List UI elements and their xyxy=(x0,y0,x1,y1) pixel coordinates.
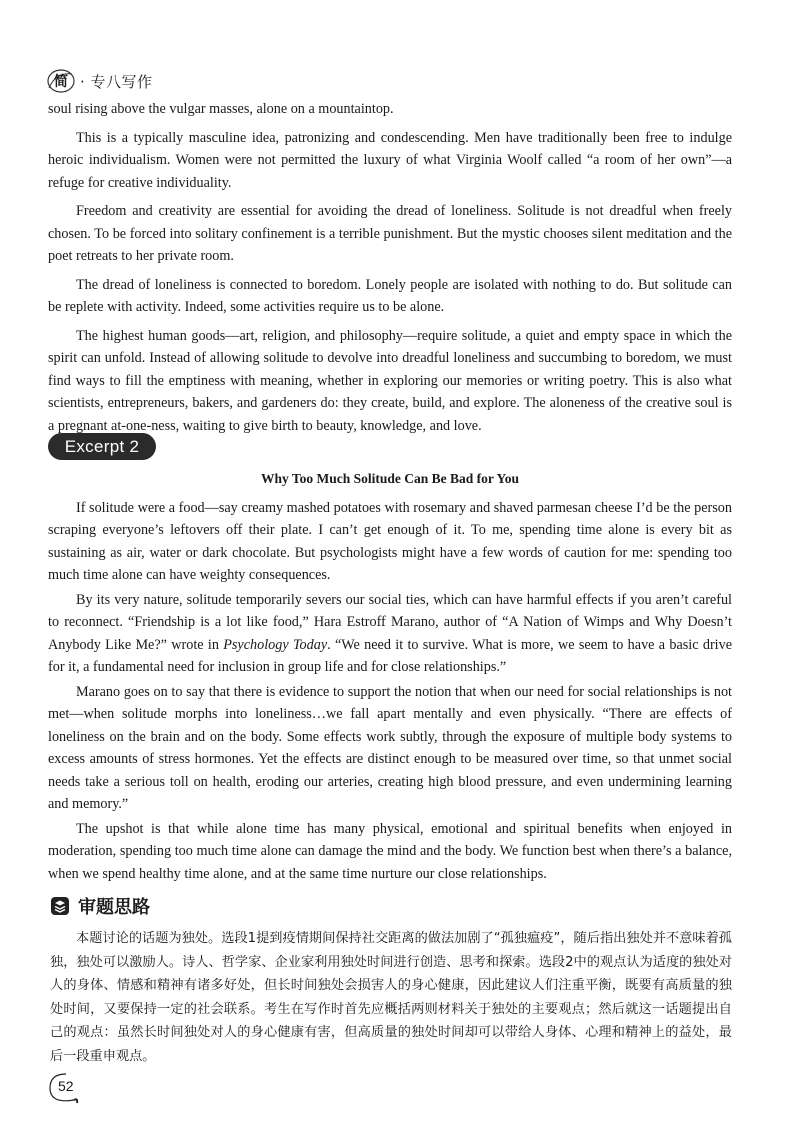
paragraph: soul rising above the vulgar masses, alone on a mountaintop. xyxy=(48,101,394,117)
paragraph: If solitude were a food—say creamy mashed potatoes with rosemary and shaved parmesan cheese I’d be the person scraping everyone’s leftovers off their plate. I can’t get enough of it. To me, spending time alone is every bit as sustaining as air, water or dark chocolate. But psychologists might have a few words of caution for me: spending too much time alone can have weighty consequences. xyxy=(48,499,732,583)
excerpt-2-badge: Excerpt 2 xyxy=(48,433,156,460)
paragraph: The dread of loneliness is connected to boredom. Lonely people are isolated with nothing to do. But solitude can be replete with activity. Indeed, some activities require us to be alone. xyxy=(48,276,732,315)
analysis-title: 审题思路 xyxy=(78,897,150,918)
page-number-badge xyxy=(44,1070,88,1106)
logo-char: 简 xyxy=(54,74,68,90)
magazine-title: Psychology Today xyxy=(223,636,328,653)
paragraph: The highest human goods—art, religion, and philosophy—require solitude, a quiet and empty space in which the spirit can unfold. Instead of allowing solitude to devolve into dreadful loneliness and succumbing to boredom, we must find ways to fill the emptiness with meaning, whether in exploring our memories or writing poetry. This is also what scientists, entrepreneurs, bakers, and gardeners do: they create, build, and explore. The aloneness of the creative soul is a pregnant at-one-ness, waiting to give birth to beauty, knowledge, and love. xyxy=(48,327,732,434)
paragraph: Freedom and creativity are essential for avoiding the dread of loneliness. Solitude is not dreadful when freely chosen. To be forced into solitary confinement is a terrible punishment. But the mystic chooses silent meditation and the poet retreats to her private room. xyxy=(48,203,732,264)
book-logo-icon xyxy=(46,68,76,94)
paragraph: Marano goes on to say that there is evidence to support the notion that when our need for social relationships is not met—when solitude morphs into loneliness…we fall apart mentally and even physically. “There are effects of loneliness on the brain and on the body. Some effects work subtly, through the exposure of multiple body systems to excess amounts of stress hormones. Yet the effects are distinct enough to be measured over time, so that unmet social needs take a serious toll on health, eroding our arteries, creating high blood pressure, and even undermining learning and memory.” xyxy=(48,683,732,812)
excerpt-1-continuation xyxy=(48,98,732,437)
paragraph: The upshot is that while alone time has many physical, emotional and spiritual benefits when enjoyed in moderation, spending too much time alone can damage the mind and the body. We function best when there’s a balance, when we spend healthy time alone, and at the same time nurture our close relationships. xyxy=(48,820,732,882)
section-icon xyxy=(50,896,70,916)
running-header xyxy=(46,66,153,96)
paragraph-text: . “We need it to survive. What is more, we seem to have a basic drive for it, a fundamental need for inclusion in group life and for close relationships.” xyxy=(48,636,733,675)
analysis-text: 本题讨论的话题为独处。选段1提到疫情期间保持社交距离的做法加剧了“孤独瘟疫”，随后指出独处并不意味着孤独，独处可以激励人。诗人、哲学家、企业家利用独处时间进行创造、思考和探索。选段2中的观点认为适度的独处对人的身体、情感和精神有诸多好处，但长时间独处会损害人的身心健康，因此建议人们注重平衡，既要有高质量的独处时间，又要保持一定的社会联系。考生在写作时首先应概括两则材料关于独处的主要观点；然后就这一话题提出自己的观点：虽然长时间独处对人的身心健康有害，但高质量的独处时间却可以带给人身体、心理和精神上的益处，最后一段重申观点。 xyxy=(50,931,732,1064)
page-number: 52 xyxy=(58,1078,74,1094)
excerpt-2-title: Why Too Much Solitude Can Be Bad for You xyxy=(260,471,520,486)
paragraph xyxy=(48,589,732,679)
analysis-heading xyxy=(50,893,150,919)
excerpt-2 xyxy=(48,468,732,885)
series-title: · 专八写作 xyxy=(80,72,153,91)
paragraph-text: By its very nature, solitude temporarily severs our social ties, which can have harmful effects if you aren’t careful to reconnect. “Friendship is a lot like food,” Hara Estroff Marano, author of “A Nation of Wimps and Why Doesn’t Anybody Like Me?” wrote in xyxy=(48,591,732,653)
paragraph: This is a typically masculine idea, patronizing and condescending. Men have traditionally been free to indulge heroic individualism. Women were not permitted the luxury of what Virginia Woolf called “a room of her own”—a refuge for creative individuality. xyxy=(48,129,732,191)
